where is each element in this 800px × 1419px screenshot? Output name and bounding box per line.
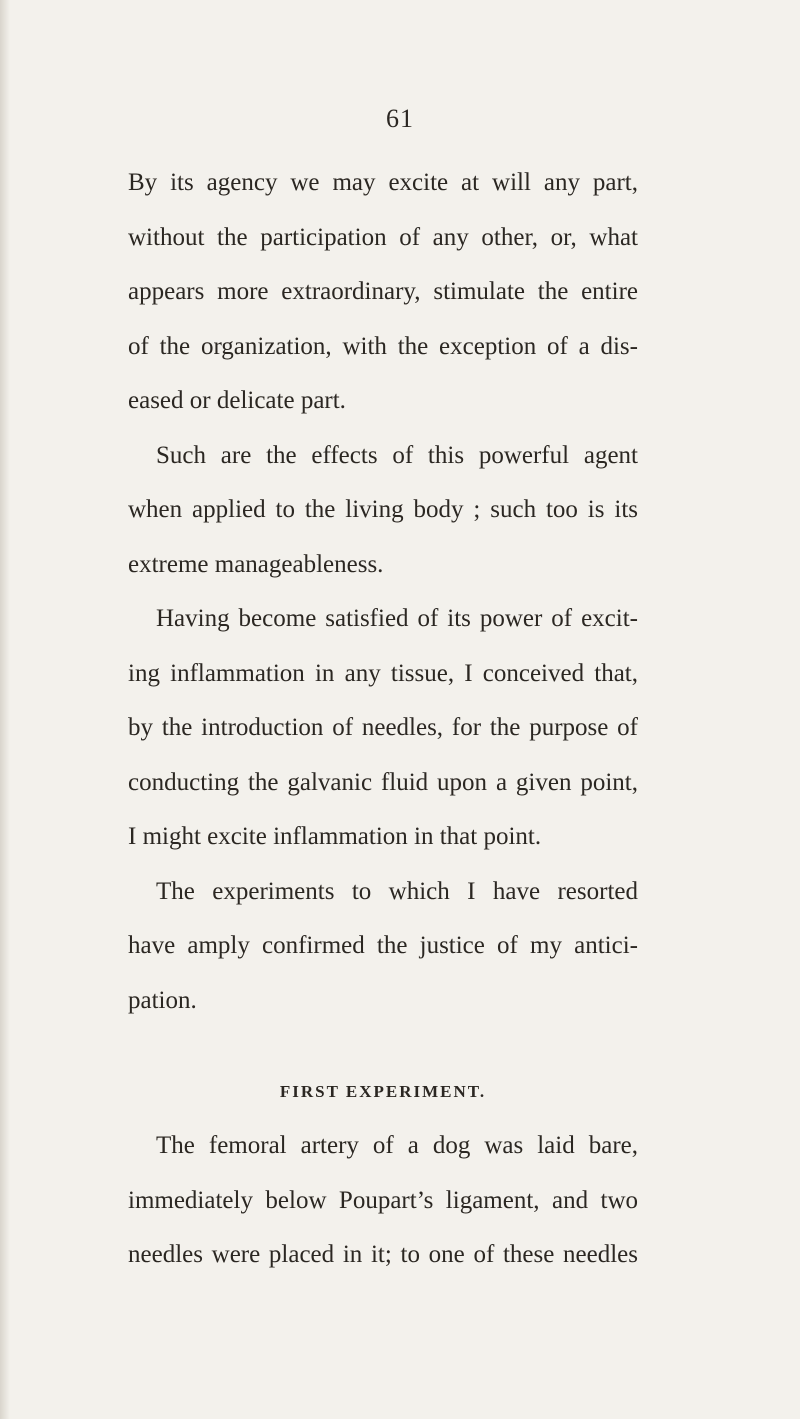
body-text xyxy=(128,168,638,1295)
page-edge-shadow xyxy=(0,0,10,1419)
text-line: I might excite inflammation in that point. xyxy=(128,823,542,850)
text-line: immediately below Poupart’s ligament, and two xyxy=(128,1186,638,1214)
text-line: appears more extraordinary, stimulate the entire xyxy=(128,278,638,305)
text-line: Such are the effects of this powerful agent xyxy=(156,441,638,469)
text-line: by the introduction of needles, for the purpose of xyxy=(128,714,638,741)
page-number: 61 xyxy=(386,104,414,133)
text-line: pation. xyxy=(128,986,197,1014)
text-line: needles were placed in it; to one of these needles xyxy=(128,1241,638,1268)
text-line: eased or delicate part. xyxy=(128,387,346,414)
text-line: of the organization, with the exception of a dis- xyxy=(128,332,638,360)
text-line: The experiments to which I have resorted xyxy=(156,877,638,905)
text-line: when applied to the living body ; such too is its xyxy=(128,496,638,523)
text-line: conducting the galvanic fluid upon a given point, xyxy=(128,768,638,796)
text-line: By its agency we may excite at will any part, xyxy=(128,169,638,196)
text-line: The femoral artery of a dog was laid bare, xyxy=(156,1132,638,1159)
text-line: ing inflammation in any tissue, I conceived that, xyxy=(128,659,638,687)
section-spacer xyxy=(128,1040,638,1080)
text-line: extreme manageableness. xyxy=(128,550,384,578)
text-line: have amply confirmed the justice of my antici- xyxy=(128,932,638,959)
text-line: without the participation of any other, or, what xyxy=(128,223,638,251)
text-line: Having become satisfied of its power of excit- xyxy=(156,605,638,632)
section-heading: FIRST EXPERIMENT. xyxy=(279,1082,487,1101)
